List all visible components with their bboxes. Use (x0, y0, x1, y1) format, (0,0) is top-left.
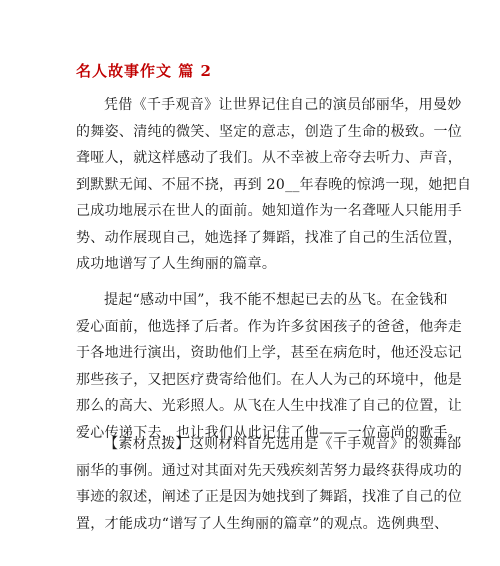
paragraph-2 (76, 287, 463, 446)
paragraph-line: 的舞姿、清纯的微笑、坚定的意志，创造了生命的极致。一位 (76, 123, 463, 140)
paragraph-line: 置，才能成功“谱写了人生绚丽的篇章”的观点。选例典型、 (76, 515, 449, 532)
page-title: 名人故事作文 篇 2 (76, 62, 212, 80)
paragraph-line: 成功地谱写了人生绚丽的篇章。 (76, 256, 277, 272)
paragraph-line: 聋哑人，就这样感动了我们。从不幸被上帝夺去听力、声音， (76, 150, 463, 166)
paragraph-line: 爱心传递下去，也让我们从此记住了他——一位高尚的歌手。 (76, 424, 463, 441)
paragraph-line: 于各地进行演出，资助他们上学，甚至在病危时，他还没忘记 (76, 345, 463, 361)
paragraph-line: 丽华的事例。通过对其面对先天残疾刻苦努力最终获得成功的 (76, 462, 463, 479)
paragraph-line: 【素材点拨】这则材料首先选用是《千手观音》的领舞邰 (104, 436, 462, 452)
paragraph-line: 己成功地展示在世人的面前。她知道作为一名聋哑人只能用手 (76, 203, 463, 219)
paragraph-line: 那么的高大、光彩照人。从飞在人生中找准了自己的位置，让 (76, 398, 463, 414)
paragraph-line: 到默默无闻、不屈不挠，再到 20__年春晚的惊鸿一现，她把自 (76, 176, 472, 193)
paragraph-line: 提起“感动中国”，我不能不想起已去的丛飞。在金钱和 (104, 292, 448, 308)
paragraph-line: 势、动作展现自己，她选择了舞蹈，找准了自己的生活位置， (76, 229, 463, 246)
paragraph-1 (76, 92, 472, 278)
paragraph-line: 那些孩子，又把医疗费寄给他们。在人人为己的环境中，他是 (76, 371, 463, 388)
paragraph-line: 事迹的叙述，阐述了正是因为她找到了舞蹈，找准了自己的位 (76, 489, 463, 505)
paragraph-3 (76, 431, 463, 537)
paragraph-line: 凭借《千手观音》让世界记住自己的演员邰丽华，用曼妙 (104, 97, 462, 113)
paragraph-line: 爱心面前，他选择了后者。作为许多贫困孩子的爸爸，他奔走 (76, 318, 463, 335)
